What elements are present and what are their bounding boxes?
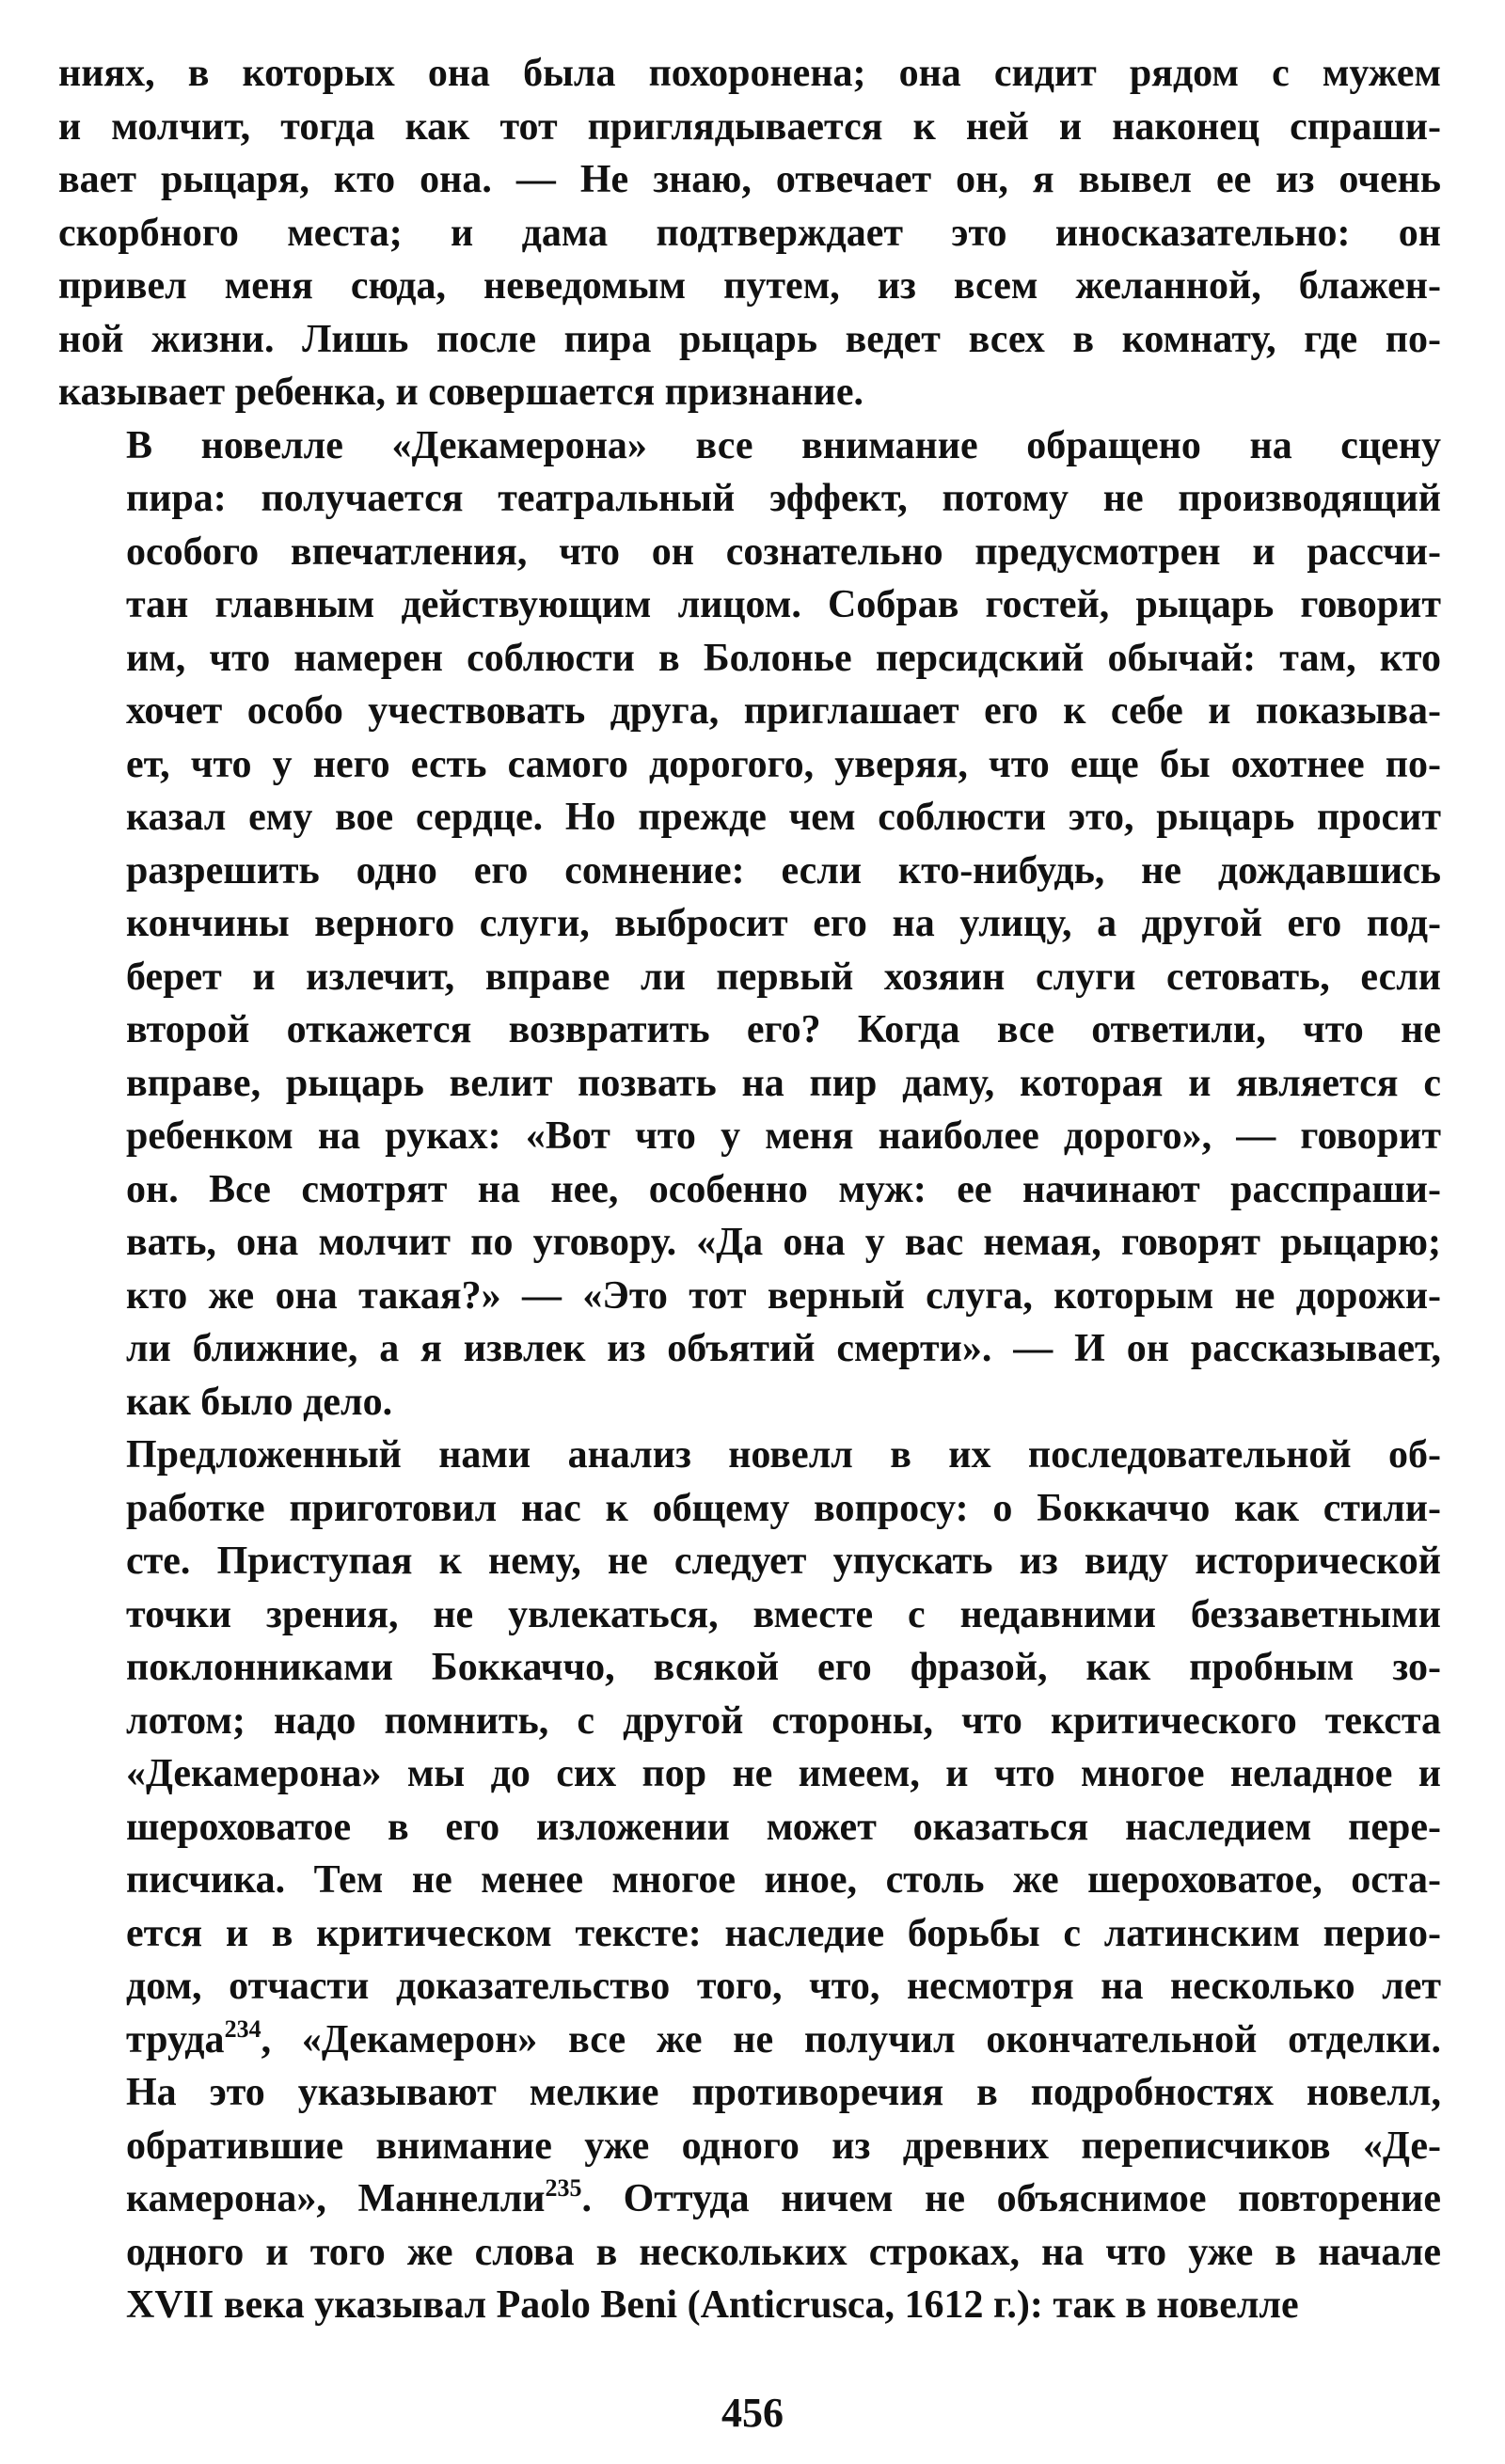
text-line: камерона», Маннелли$^{235}$. Оттуда ничем не объяснимое повторение xyxy=(126,2174,1441,2220)
text-line: шероховатое в его изложении может оказаться наследием пере- xyxy=(126,1805,1441,1849)
text-line: второй откажется возвратить его? Когда все ответили, что не xyxy=(126,1008,1441,1051)
paragraph xyxy=(58,1429,1441,2332)
text-line: кто же она такая?» — «Это тот верный слуга, которым не дорожи- xyxy=(126,1273,1441,1318)
text-line: На это указывают мелкие противоречия в подробностях новелл, xyxy=(126,2071,1441,2114)
text-line: писчика. Тем не менее многое иное, столь же шероховатое, оста- xyxy=(126,1858,1441,1902)
text-line: разрешить одно его сомнение: если кто-нибудь, не дождавшись xyxy=(126,848,1441,892)
page-body xyxy=(58,47,1441,2332)
text-container xyxy=(58,47,1441,2332)
page-number: 456 xyxy=(721,2390,784,2436)
text-line: Предложенный нами анализ новелл в их последовательной об- xyxy=(126,1433,1441,1477)
text-line: им, что намерен соблюсти в Болонье персидский обычай: там, кто xyxy=(126,636,1441,680)
text-line: ется и в критическом тексте: наследие борьбы с латинским перио- xyxy=(126,1911,1441,1955)
text-line: вает рыцаря, кто она. — Не знаю, отвечает он, я вывел ее из очень xyxy=(58,158,1441,201)
text-line: ли ближние, а я извлек из объятий смерти». — И он рассказывает, xyxy=(126,1327,1441,1370)
text-line: хочет особо учествовать друга, приглашает его к себе и показыва- xyxy=(126,689,1441,733)
text-line: ниях, в которых она была похоронена; она сидит рядом с мужем xyxy=(58,52,1441,95)
footnote-marker: 234 xyxy=(224,2014,261,2043)
text-line: пира: получается театральный эффект, потому не производящий xyxy=(126,477,1441,520)
text-line: лотом; надо помнить, с другой стороны, что критического текста xyxy=(126,1698,1441,1743)
text-line: ной жизни. Лишь после пира рыцарь ведет всех в комнату, где по- xyxy=(58,317,1441,361)
text-line: ет, что у него есть самого дорогого, уверяя, что еще бы охотнее по- xyxy=(126,742,1441,786)
text-line: труда$^{234}$, «Декамерон» все же не получил окончательной отделки. xyxy=(126,2014,1441,2061)
text-line: кончины верного слуги, выбросит его на улицу, а другой его под- xyxy=(126,902,1441,945)
text-line: обратившие внимание уже одного из древних переписчиков «Де- xyxy=(126,2124,1441,2168)
footnote-marker: 235 xyxy=(545,2174,582,2202)
text-line: казал ему вое сердце. Но прежде чем соблюсти это, рыцарь просит xyxy=(126,796,1441,839)
text-line: скорбного места; и дама подтверждает это иносказательно: он xyxy=(58,211,1441,255)
text-line: привел меня сюда, неведомым путем, из всем желанной, блажен- xyxy=(58,264,1441,308)
text-line: тан главным действующим лицом. Собрав гостей, рыцарь говорит xyxy=(126,583,1441,626)
text-line: В новелле «Декамерона» все внимание обращено на сцену xyxy=(126,423,1441,467)
text-line: работке приготовил нас к общему вопросу: о Боккаччо как стили- xyxy=(126,1486,1441,1530)
paragraph xyxy=(58,419,1441,1429)
text-line: «Декамерона» мы до сих пор не имеем, и что многое неладное и xyxy=(126,1752,1441,1795)
text-line: вправе, рыцарь велит позвать на пир даму, которая и является с xyxy=(126,1061,1441,1105)
text-line: дом, отчасти доказательство того, что, несмотря на несколько лет xyxy=(126,1965,1441,2008)
text-line: одного и того же слова в нескольких строках, на что уже в начале xyxy=(126,2230,1441,2274)
paragraph xyxy=(58,47,1441,419)
text-line: как было дело. xyxy=(126,1380,393,1424)
text-line: сте. Приступая к нему, не следует упускать из виду исторической xyxy=(126,1540,1441,1583)
text-line: XVII века указывал Paolo Beni (Anticrusca, 1612 г.): так в новелле xyxy=(126,2283,1299,2327)
text-line: и молчит, тогда как тот приглядывается к ней и наконец спраши- xyxy=(58,104,1441,149)
text-line: вать, она молчит по уговору. «Да она у вас немая, говорят рыцарю; xyxy=(126,1221,1441,1264)
text-line: точки зрения, не увлекаться, вместе с недавними беззаветными xyxy=(126,1592,1441,1636)
text-line: поклонниками Боккаччо, всякой его фразой, как пробным зо- xyxy=(126,1646,1441,1689)
text-line: особого впечатления, что он сознательно предусмотрен и рассчи- xyxy=(126,529,1441,574)
text-line: ребенком на руках: «Вот что у меня наиболее дорого», — говорит xyxy=(126,1114,1441,1158)
text-line: казывает ребенка, и совершается признание. xyxy=(58,371,863,414)
text-line: он. Все смотрят на нее, особенно муж: ее начинают расспраши- xyxy=(126,1167,1441,1211)
text-line: берет и излечит, вправе ли первый хозяин слуги сетовать, если xyxy=(126,955,1441,999)
